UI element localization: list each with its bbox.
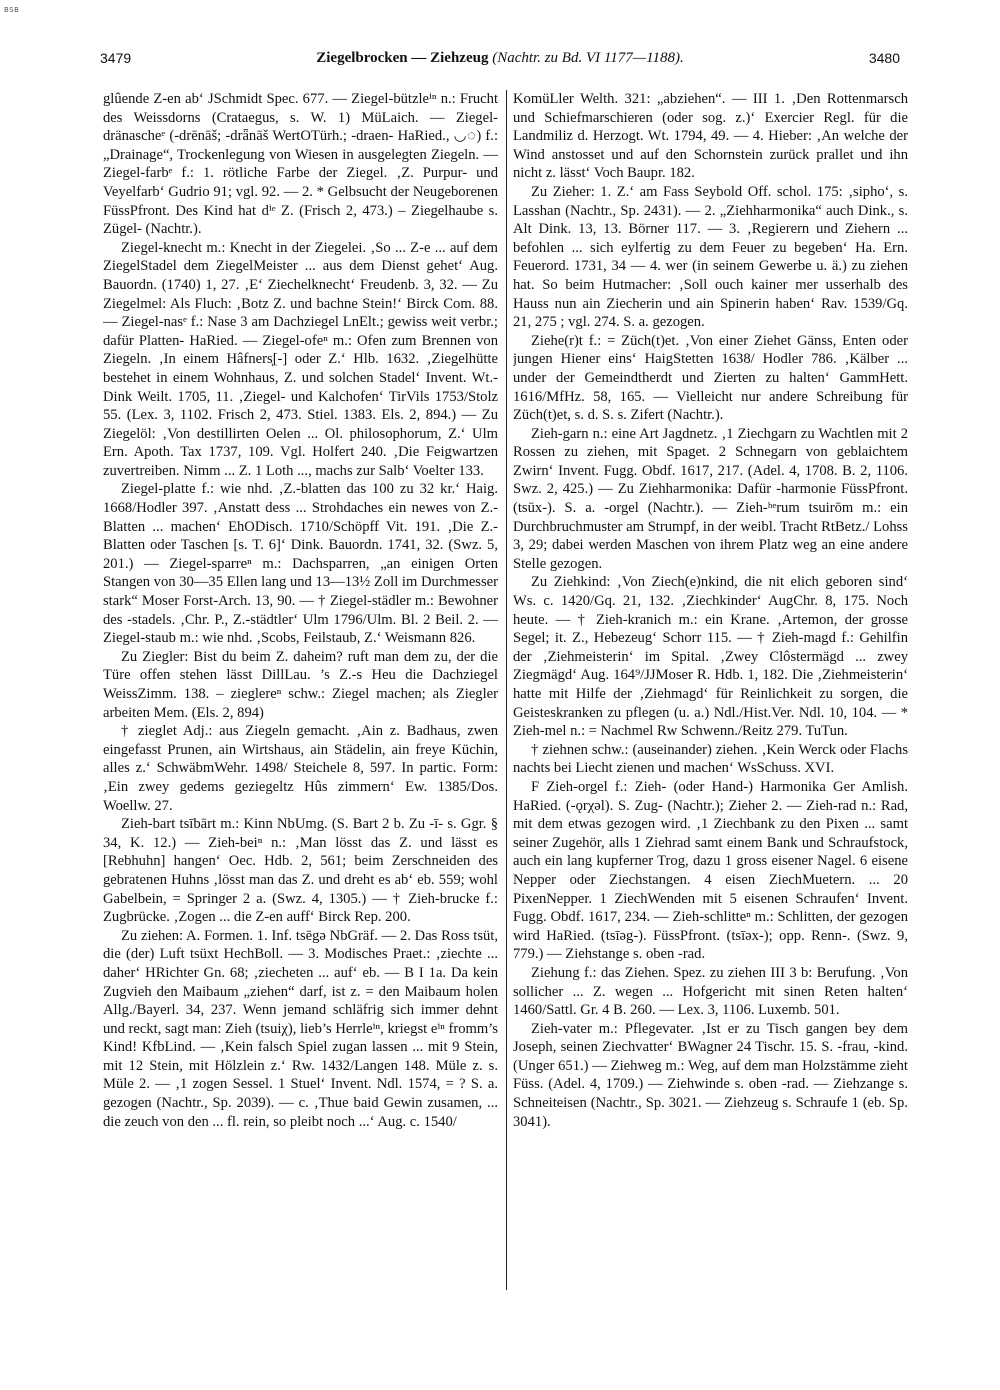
dictionary-entry: Zu Zieher: 1. Z.‘ am Fass Seybold Off. schol. 175: ‚sipho‘, s. Lasshan (Nachtr., Sp. 2431). — 2. „Ziehharmonika“ auch Dink., s. Alt Dink. 13, 13. Börner 117. — 3. ‚Regierern und Ziehern ... befohlen ... sich eylfertig zu dem Feuer zu begeben‘ Ha. Ern. Feuerord. 1731, 34 — 4. wer (in seinem Gewerbe u. ä.) zu ziehen hat. So beim Hutmacher: ‚Soll ouch kainer mer usserhalb des Hauss nun ain Ziecherin und ain Spinerin haben‘ Rav. 1539/Gq. 21, 275 ; vgl. 274. S. a. gezogen. <box>513 183 908 331</box>
dictionary-entry: Zieh-bart tsībārt m.: Kinn NbUmg. (S. Bart 2 b. Zu -ī- s. Ggr. § 34, K. 12.) — Zieh-beiⁿ n.: ‚Man lösst das Z. und lässt es [Rebhuhn] hangen‘ Oec. Hdb. 2, 561; beim Zerschneiden des gebratenen Huhns ‚lösst man das Z. und dreht es ab‘ eb. 559; wohl Gabelbein, = Springer 2 a. (Swz. 4, 1305.) — † Zieh-brucke f.: Zugbrücke. ‚Zogen ... die Z-en auff‘ Birck Rep. 200. <box>103 816 498 926</box>
dictionary-entry: † zieglet Adj.: aus Ziegeln gemacht. ‚Ain z. Badhaus, zwen eingefasst Prunen, ain Wirtshaus, ain Städelin, ain freye Küchin, alles z.‘ SchwäbmWehr. 1498/ Steichele 8, 597. In partic. Form: ‚Ein zwey gedems geziegeltz Hûs zimmern‘ Ew. 1385/Dos. Woellw. 27. <box>103 723 498 814</box>
dictionary-entry: Zieh-garn n.: eine Art Jagdnetz. ‚1 Ziechgarn zu Wachtlen mit 2 Rossen zu ziehen, mit Spaget. 2 Schnegarn von geblaichtem Zwirn‘ Invent. Fugg. Obdf. 1617, 217. (Adel. 4, 1708. B. 2, 1106. Swz. 2, 425.) — Zu Ziehharmonika: Dafür -harmonie FüssPfront. (tsūx-). S. a. -orgel (Nachtr.). — Zieh-ʰᵉrum tsuirōm m.: ein Durchbruchmuster am Strumpf, in der weibl. Tracht RtBetz./ Lohss 3, 29; dabei werden Maschen von ihrem Platz weg an eine andere Stelle gezogen. <box>513 425 908 572</box>
dictionary-entry: glûende Z-en ab‘ JSchmidt Spec. 677. — Ziegel-bützleⁱⁿ n.: Frucht des Weissdorns (Crataegus, s. W. 1) MüLaich. — Ziegel-dränascheᵉ (-drēnāš; -drǟnāš WertOTürh.; -draen- HaRied., ◡◌) f.: „Drainage“, Trockenlegung von Wiesen in ausgelegten Ziegeln. — Ziegel-farbᵉ f.: 1. rötliche Farbe der Ziegel. ‚Z. Purpur- und Veyelfarb‘ Gudrio 91; vgl. 92. — 2. * Gelbsucht der Neugeborenen FüssPfront. Des Kind hat dⁱᵉ Z. (Frisch 2, 473.) – Ziegelhaube s. Zügel- (Nachtr.). <box>103 91 498 238</box>
page-number-right: 3480 <box>868 50 900 66</box>
dictionary-entry: Zieh-vater m.: Pflegevater. ‚Ist er zu Tisch gangen bey dem Joseph, seinen Ziechvatter‘ BWagner 24 Tischr. 15. S. -frau, -kind. (Unger 651.) — Ziehweg m.: Weg, auf dem man Holzstämme zieht Füss. (Adel. 4, 1709.) — Ziehwinde s. oben -rad. — Ziehzange s. Schneiteisen (Nachtr., Sp. 3021. — Ziehzeug s. Schraufe 1 (eb. Sp. 3041). <box>513 1020 908 1130</box>
page-number-left: 3479 <box>100 50 132 66</box>
dictionary-entry: Zu ziehen: A. Formen. 1. Inf. tsēgə NbGräf. — 2. Das Ross tsüt, die (der) Luft tsüxt HechBoll. — 3. Modisches Praet.: ‚ziechte ... daher‘ HRichter Gn. 68; ‚ziecheten ... auf‘ eb. — B I 1a. Da kein Zugvieh den Maibaum „ziehen“ darf, ist z. = den Maibaum holen Allg./Bayerl. 34, 237. Wenn jemand schläfrig sich immer dehnt und reckt, sagt man: Zieh (tsuiχ), lieb’s Herrleⁱⁿ, kriegst eⁱⁿ fromm’s Kind! KfbLind. — ‚Kein falsch Spiel zugan lassen ... mit 9 Stein, mit 12 Stein, mit Hölzlein z.‘ Rw. 1432/Langen 148. Müle z. s. Müle 2. — ‚1 zogen Sessel. 1 Stuel‘ Invent. Ndl. 1574, = ? S. a. gezogen (Nachtr., Sp. 2039). — c. ‚Thue baid Gewin zusamen, ... die zeuch von den ... fl. rein, so pleibt noch ...‘ Aug. c. 1540/ <box>103 927 498 1130</box>
right-column <box>513 90 908 1290</box>
left-column <box>103 90 498 1290</box>
dictionary-entry: Ziehung f.: das Ziehen. Spez. zu ziehen III 3 b: Berufung. ‚Von sollicher ... Z. wegen ... Hofgericht mit sinen Reten halten‘ 1460/Sattl. Gr. 4 B. 260. — Lex. 3, 1106. Luxemb. 501. <box>513 964 908 1019</box>
column-divider <box>506 90 507 1290</box>
dictionary-entry: Zu Ziehkind: ‚Von Ziech(e)nkind, die nit elich geboren sind‘ Ws. c. 1420/Gq. 21, 132. ‚Ziechkinder‘ AugChr. 8, 175. Noch heute. — † Zieh-kranich m.: ein Krane. ‚Artemon, der grosse Segel; it. Z., Hebezeug‘ Schorr 115. — † Zieh-magd f.: Gehilfin der ‚Ziehmeisterin‘ im Spital. ‚Zwey Clôstermägd ... zwey Ziegmägd‘ Aug. 164⁹/JJMoser R. Hdb. 1, 182. Die ‚Ziehmeisterin‘ hatte mit Hilfe der ‚Ziehmagd‘ für Reinlichkeit zu sorgen, die Geisteskranken zu pflegen (u. a.) Ndl./Hist.Ver. Ndl. 10, 104. — * Zieh-mel n.: = Nachmel Rw Schwenn./Reitz 279. TuTun. <box>513 574 908 740</box>
dictionary-entry: Zu Ziegler: Bist du beim Z. daheim? ruft man dem zu, der die Türe offen stehen lässt DillLau. ’s Z.-s Heu die Dachziegel WeissZimm. 138. – zieglereⁿ schw.: Ziegel machen; als Ziegler arbeiten Mem. (Els. 2, 894) <box>103 648 498 721</box>
dictionary-entry: Ziegel-platte f.: wie nhd. ‚Z.-blatten das 100 zu 32 kr.‘ Haig. 1668/Hodler 397. ‚Anstatt dess ... Strohdaches ein newes von Z.-Blatten ... machen‘ EhODisch. 1710/Schöpff Vit. 191. ‚Die Z.-Blatten oder Taschen [s. T. 6]‘ Dink. Bauordn. 1741, 32. (Swz. 5, 201.) — Ziegel-sparreⁿ m.: Dachsparren, „an einigen Orten Stangen von 30—35 Ellen lang und 13—13½ Zoll im Durchmesser stark“ Moser Forst-Arch. 13, 90. — † Ziegel-städler m.: Bewohner des -stadels. ‚Chr. P., Z.-städtler‘ Ulm 1796/Ulm. Bl. 2 Beil. 2. — Ziegel-staub m.: wie nhd. ‚Scobs, Feilstaub, Z.‘ Weismann 826. <box>103 481 498 647</box>
dictionary-entry: F Zieh-orgel f.: Zieh- (oder Hand-) Harmonika Ger Amlish. HaRied. (-ǫrχəl). S. Zug- (Nachtr.); Zieher 2. — Zieh-rad n.: Rad, mit dem etwas gezogen wird. ‚1 Ziechbank zu den Pixen ... samt seiner Zugehör, alls 1 Ziehrad samt einem Bank und Schraufstock, auch ein lang kupferner Trog, dazu 1 gross eisener Nagel. 6 eisene Nepper oder Ziechstangen. 4 eisen ZiechMuetern. ... 20 PixenNepper. 1 ZiechWenden mit 5 eisenen Schraufen‘ Invent. Fugg. Obdf. 1617, 234. — Zieh-schlitteⁿ m.: Schlitten, der gezogen wird HaRied. (tsīəg-). FüssPfront. (tsīəx-); opp. Renn-. (Swz. 9, 779.) — Ziehstange s. oben -rad. <box>513 778 908 963</box>
dictionary-entry: Ziegel-knecht m.: Knecht in der Ziegelei. ‚So ... Z-e ... auf dem ZiegelStadel dem ZiegelMeister ... aus dem Dienst gehet‘ Aug. Bauordn. (1740) 1, 27. ‚E‘ Ziechelknecht‘ Freudenb. 3, 32. — Zu Ziegelmel: Als Fluch: ‚Botz Z. und bachne Stein!‘ Birck Com. 88. — Ziegel-nasᵉ f.: Nase 3 am Dachziegel LnElt.; gewiss weit verbr.; dafür Platten- HaRied. — Ziegel-ofeⁿ m.: Ofen zum Brennen von Ziegeln. ‚In einem Hâfnersͅ[-] oder Z.‘ Hlb. 1632. ‚Ziegelhütte bestehet in einem Wohnhaus, Z. und solchen Stadel‘ Invent. Wt.-Dink Weilt. 1705, 11. ‚Ziegel- und Kalchofen‘ TirVils 1753/Stolz 55. (Lex. 3, 1102. Frisch 2, 473. Stiel. 1383. Els. 2, 894.) — Zu Ziegelöl: ‚Von destillirten Oelen ... Ol. philosophorum, Z.‘ Ulm Ern. Apoth. Tax 1737, 109. Vgl. Holfert 240. ‚Die Feigwartzen zuvertreiben. Nimm ... Z. 1 Loth ..., machs zur Salb‘ Voelter 133. <box>103 239 498 479</box>
dictionary-entry: † ziehnen schw.: (auseinander) ziehen. ‚Kein Werck oder Flachs nachts bei Liecht zienen und machen‘ WsSchuss. XVI. <box>513 741 908 777</box>
page-header <box>100 50 900 74</box>
running-title <box>100 50 900 67</box>
dictionary-entry: KomüLler Welth. 321: „abziehen“. — III 1. ‚Den Rottenmarsch und Schiefmarschieren (oder sog. z.)‘ Exercier Regl. für die Landmiliz d. Herzogt. Wt. 1794, 49. — 4. Hieber: ‚An welche der Wind anstosset und auf den Schornstein zurück prallet und ihn nicht z. lässt‘ Voch Baupr. 182. <box>513 91 908 182</box>
library-stamp: BSB <box>4 6 20 14</box>
running-title-reference: (Nachtr. zu Bd. VI 1177—1188). <box>492 50 684 66</box>
dictionary-entry: Ziehe(r)t f.: = Züch(t)et. ‚Von einer Ziehet Gänss, Enten oder jungen Hiener eins‘ HaigStetten 1638/ Hodler 786. ‚Kälber ... under der Gemeindtherdt und Zierten zu halten‘ GammHett. 1616/MfHz. 58, 165. — Vielleicht nur andere Schreibung für Züch(t)et, s. d. S. s. Zifert (Nachtr.). <box>513 332 908 424</box>
running-title-lemmas: Ziegelbrocken — Ziehzeug <box>316 50 489 66</box>
